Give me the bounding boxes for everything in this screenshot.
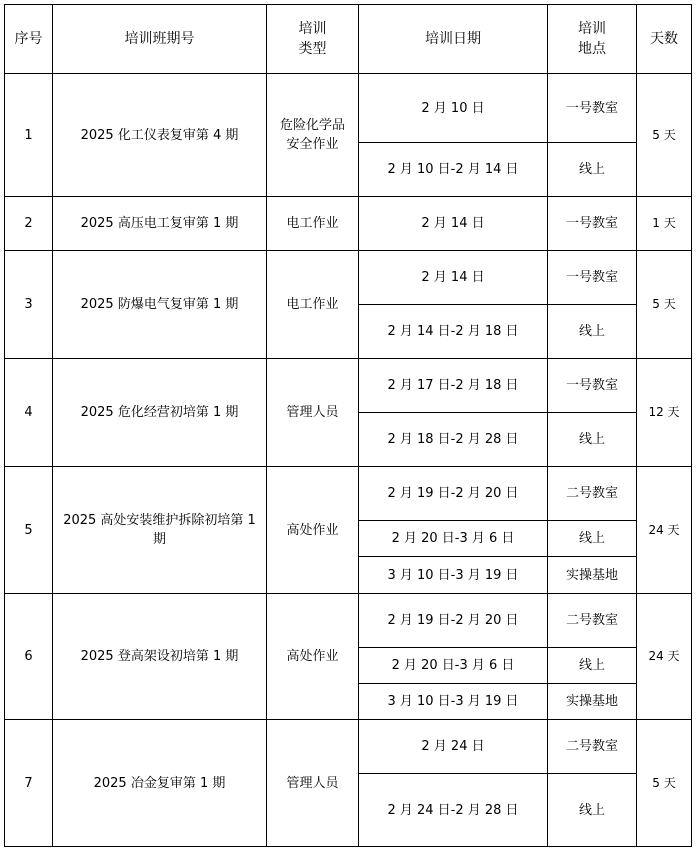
header-class-name: 培训班期号 [53,5,267,74]
training-days: 1 天 [637,197,692,251]
training-location: 线上 [548,521,637,557]
class-name: 2025 化工仪表复审第 4 期 [53,74,267,197]
training-location: 一号教室 [548,74,637,143]
training-type [267,197,359,251]
training-days: 12 天 [637,359,692,467]
training-date: 2 月 17 日-2 月 18 日 [359,359,548,413]
table-row [5,74,692,143]
training-type-line1: 管理人员 [286,405,339,420]
class-name: 2025 高压电工复审第 1 期 [53,197,267,251]
training-date: 3 月 10 日-3 月 19 日 [359,684,548,720]
header-type [267,5,359,74]
training-location: 一号教室 [548,359,637,413]
training-type-line1: 危险化学品 [279,118,345,133]
training-type [267,467,359,594]
training-date: 2 月 20 日-3 月 6 日 [359,648,548,684]
training-location: 线上 [548,143,637,197]
training-location: 线上 [548,305,637,359]
training-date: 2 月 19 日-2 月 20 日 [359,594,548,648]
training-date: 2 月 14 日 [359,197,548,251]
class-name: 2025 登高架设初培第 1 期 [53,594,267,720]
training-date: 2 月 24 日 [359,720,548,774]
class-name: 2025 冶金复审第 1 期 [53,720,267,847]
training-type [267,74,359,197]
row-number: 3 [5,251,53,359]
row-number: 1 [5,74,53,197]
training-location: 一号教室 [548,251,637,305]
training-location: 二号教室 [548,720,637,774]
row-number: 2 [5,197,53,251]
class-name: 2025 防爆电气复审第 1 期 [53,251,267,359]
training-days: 24 天 [637,467,692,594]
training-location: 二号教室 [548,594,637,648]
training-type-line2: 安全作业 [286,137,339,152]
header-location [548,5,637,74]
training-location: 二号教室 [548,467,637,521]
header-date: 培训日期 [359,5,548,74]
header-no: 序号 [5,5,53,74]
training-location: 实操基地 [548,684,637,720]
training-date: 2 月 14 日 [359,251,548,305]
training-date: 2 月 10 日 [359,74,548,143]
class-name: 2025 危化经营初培第 1 期 [53,359,267,467]
training-type [267,359,359,467]
row-number: 7 [5,720,53,847]
row-number: 6 [5,594,53,720]
training-type-line1: 电工作业 [286,216,339,231]
class-name: 2025 高处安装维护拆除初培第 1 期 [53,467,267,594]
training-type-line1: 管理人员 [286,775,339,791]
header-type-line2: 类型 [298,41,327,57]
header-type-line1: 培训 [298,21,327,37]
training-type-line1: 高处作业 [286,649,339,664]
table-row [5,359,692,413]
table-row [5,467,692,521]
header-location-line2: 地点 [578,41,606,57]
header-row [5,5,692,74]
training-date: 2 月 20 日-3 月 6 日 [359,521,548,557]
training-type [267,251,359,359]
training-type-line1: 电工作业 [286,297,339,312]
training-date: 2 月 18 日-2 月 28 日 [359,413,548,467]
training-schedule-table [4,4,692,847]
training-location: 线上 [548,413,637,467]
training-location: 实操基地 [548,557,637,594]
training-type [267,594,359,720]
table-row [5,197,692,251]
training-days: 24 天 [637,594,692,720]
table-row [5,720,692,774]
header-days: 天数 [637,5,692,74]
training-date: 2 月 14 日-2 月 18 日 [359,305,548,359]
training-days: 5 天 [637,251,692,359]
training-date: 2 月 19 日-2 月 20 日 [359,467,548,521]
training-type [267,720,359,847]
table-row [5,594,692,648]
training-location: 一号教室 [548,197,637,251]
training-date: 2 月 24 日-2 月 28 日 [359,774,548,847]
header-location-line1: 培训 [578,21,606,37]
training-location: 线上 [548,774,637,847]
training-location: 线上 [548,648,637,684]
table-row [5,251,692,305]
training-date: 3 月 10 日-3 月 19 日 [359,557,548,594]
training-type-line1: 高处作业 [286,522,339,538]
row-number: 4 [5,359,53,467]
training-days: 5 天 [637,720,692,847]
row-number: 5 [5,467,53,594]
training-date: 2 月 10 日-2 月 14 日 [359,143,548,197]
training-days: 5 天 [637,74,692,197]
